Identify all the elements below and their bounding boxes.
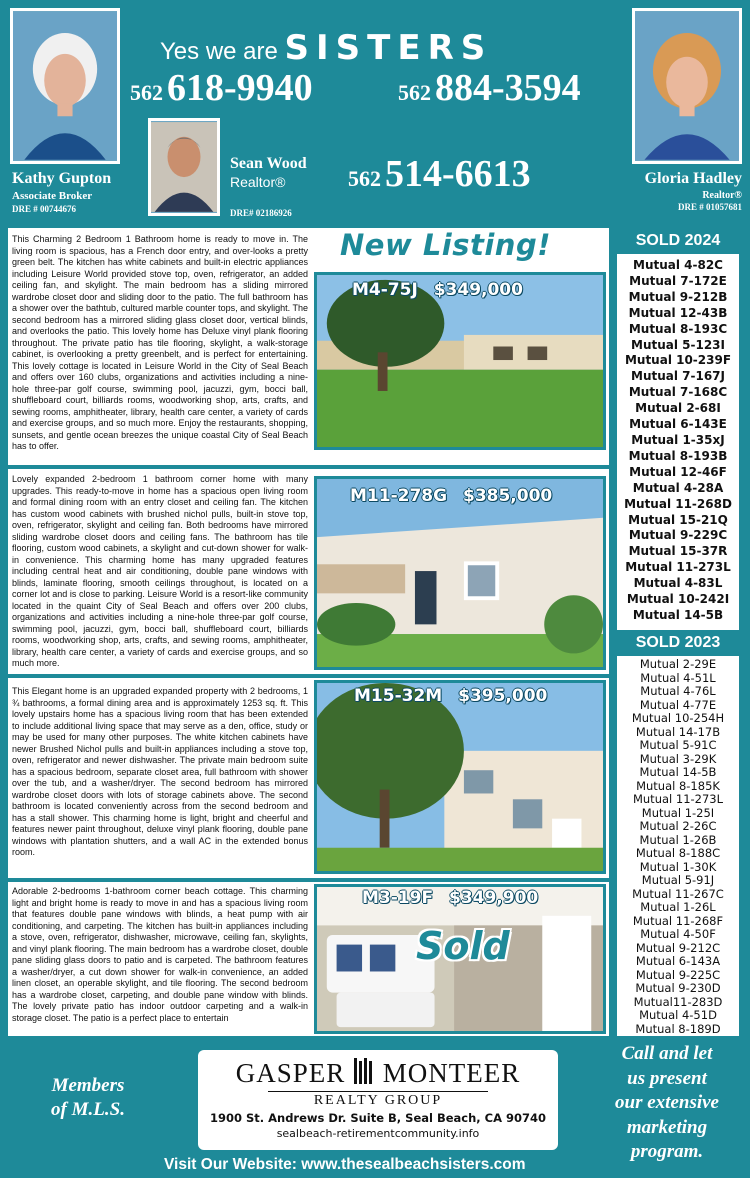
tagline-prefix: Yes we are bbox=[160, 38, 278, 65]
sold-item: Mutual11-283D bbox=[633, 994, 723, 1009]
tagline bbox=[160, 28, 492, 68]
sold-item: Mutual 7-168C bbox=[628, 385, 728, 400]
sold-2023-heading: SOLD 2023 bbox=[614, 630, 742, 656]
listing-divider bbox=[8, 878, 609, 882]
sold-item: Mutual 11-268F bbox=[632, 913, 724, 928]
sold-item: Mutual 4-51D bbox=[639, 1008, 717, 1022]
listing-divider bbox=[8, 674, 609, 678]
agent-title: Realtor® bbox=[702, 190, 742, 201]
listing-label: M4-75J $349,000 bbox=[352, 280, 523, 300]
sold-item: Mutual 7-167J bbox=[631, 369, 725, 384]
sold-2023-list bbox=[617, 658, 739, 1036]
agent-license: DRE # 01057681 bbox=[677, 202, 742, 212]
call-to-action-line: marketing bbox=[626, 1116, 708, 1138]
phone-digits: 884-3594 bbox=[435, 67, 581, 109]
agent-title: Realtor® bbox=[230, 174, 286, 190]
sold-item: Mutual 11-273L bbox=[625, 560, 731, 575]
sold-item: Mutual 5-91J bbox=[641, 873, 715, 887]
call-to-action-line: program. bbox=[630, 1141, 704, 1162]
sold-item: Mutual 15-37R bbox=[628, 544, 728, 559]
sold-item: Mutual 9-230D bbox=[635, 981, 721, 995]
phone-number bbox=[130, 66, 313, 110]
agent-name: Gloria Hadley bbox=[644, 170, 742, 187]
sold-item: Mutual 8-185K bbox=[636, 778, 720, 793]
sold-item: Mutual 12-43B bbox=[628, 305, 728, 320]
phone-digits: 514-6613 bbox=[385, 153, 531, 195]
sold-item: Mutual 2-68I bbox=[635, 401, 721, 416]
sold-item: Mutual 9-212C bbox=[635, 940, 721, 955]
sold-item: Mutual 14-5B bbox=[639, 765, 717, 779]
sold-stamp: Sold bbox=[416, 924, 510, 968]
info-website: sealbeach-retirementcommunity.info bbox=[276, 1127, 480, 1140]
phone-number bbox=[348, 152, 531, 196]
call-to-action bbox=[592, 1042, 742, 1165]
listing-label: M15-32M $395,000 bbox=[354, 686, 548, 706]
gloria-hadley-photo bbox=[632, 8, 742, 164]
listing-description: Lovely expanded 2-bedroom 1 bathroom corner home with many upgrades. This ready-to-move in home has a spacious open living room and formal dining room with an entry closet and ceiling fan. The kitchen has custom wood cabinets with brushed nichol pulls, built-in stove top, oven, refrigerator, skylight and ceiling fan. Both bedrooms have mirrored sliding wardrobe closet doors and ceiling fans. The bathroom has tile flooring, custom wood cabinets, a skylight and cut-down shower for walk-in convenience. This charming home has many upgraded features including central heat and air conditioning, double pane windows with blinds, laminate flooring, smooth ceilings throughout, is located on a corner lot and is close to parking. Leisure World is a resort-like community located in the quaint City of Seal Beach and offers over 200 clubs, organizations and activities including a nine-hole three-par golf course, swimming pool, jacuzzi, gym, bocci ball, shuffleboard court, billiards rooms, woodworking shop, arts, crafts, and sewing rooms, amphitheater, library, health care center, a variety of cards and exercise groups, and so much more. bbox=[12, 474, 308, 668]
sold-item: Mutual 9-229C bbox=[628, 528, 728, 543]
sold-item: Mutual 1-30K bbox=[639, 859, 717, 874]
logo-subtitle: REALTY GROUP bbox=[268, 1091, 488, 1109]
office-address: 1900 St. Andrews Dr. Suite B, Seal Beach, CA 90740 bbox=[209, 1111, 547, 1125]
listing-divider bbox=[8, 465, 609, 469]
listing-photo bbox=[314, 680, 606, 874]
listing-description: This Charming 2 Bedroom 1 Bathroom home is ready to move in. The living room is spacious, has a French door entry, and over-looks a pretty green belt. The kitchen has white cabinets and built-in electric appliances including Leisure World provided stove top, oven, refrigerator, an added ceiling fan, and skylight. The main bedroom has a sliding mirrored wardrobe closet door and sliding door to the patio. The full bathroom has a shower over the bathtub, cultured marble counter tops, and skylight. The second bedroom has a mirrored sliding glass closet door, vertical blinds, and overlooks the patio. This lovely home has Deluxe vinyl plank flooring throughout. The private patio has tile flooring, skylight, a walk-storage cabinet, is overlooking a pretty greenbelt, and is perfect for entertaining. This lovely cottage is located in Leisure World in the City of Seal Beach and offers over 160 clubs, organizations and activities including a nine-hole three-par golf course, swimming pool, jacuzzi, gym, bocci ball, shuffleboard court, billiards rooms, woodworking shop, arts, crafts, and sewing rooms, amphitheater, library, health care center, a variety of cards and exercise groups, and so much more. Enjoy the restaurants, shopping, sunsets, and gentle ocean breezes the unique coastal City of Seal Beach has to offer. bbox=[12, 234, 308, 451]
phone-digits: 618-9940 bbox=[167, 67, 313, 109]
call-to-action-line: Call and let bbox=[621, 1043, 713, 1064]
sold-item: Mutual 4-77E bbox=[639, 697, 717, 712]
sold-2024-list bbox=[617, 258, 739, 624]
sold-item: Mutual 5-123I bbox=[631, 337, 725, 352]
mls-members bbox=[28, 1074, 148, 1122]
sold-item: Mutual 10-239F bbox=[624, 353, 732, 368]
sold-item: Mutual 5-91C bbox=[639, 738, 717, 752]
sold-item: Mutual 4-83L bbox=[633, 576, 723, 591]
phone-area-code: 562 bbox=[398, 80, 431, 105]
logo-left-word: GASPER bbox=[235, 1058, 346, 1088]
listing-description: This Elegant home is an upgraded expanded property with 2 bedrooms, 1 ¾ bathrooms, a formal dining area and is approximately 1253 sq. ft. This lovely upstairs home has a spacious living room that has been extended to include additional living space that may serve as a den, office, study or may be used for many other purposes. The white kitchen cabinets have newer Brushed Nichol pulls and built-in appliances including a stove top, oven, refrigerator and newer dishwasher. The private main bedroom suite has a spacious bedroom, separate closet area, full bathroom with shower over the tub, and a washer/dryer. The second bedroom has mirrored wardrobe closet doors with lots of storage cabinets above. The second bathroom is located conveniently across from the second bedroom and has a stall shower. This charming home is light, bright and cheerful and features newer paint throughout, deluxe vinyl plank flooring, double pane windows with plantation shutters, and a wall AC in the extended bonus room. bbox=[12, 686, 308, 857]
building-columns-icon bbox=[353, 1058, 375, 1084]
logo-wordmark bbox=[198, 1050, 558, 1089]
sold-item: Mutual 9-225C bbox=[635, 967, 721, 982]
agent-name: Kathy Gupton bbox=[12, 170, 112, 187]
sold-item: Mutual 11-267C bbox=[632, 886, 724, 901]
sean-wood-photo bbox=[148, 118, 220, 216]
sold-item: Mutual 7-172E bbox=[629, 273, 727, 288]
sold-item: Mutual 14-5B bbox=[632, 607, 724, 622]
sold-item: Mutual 1-25I bbox=[641, 805, 715, 820]
sold-item: Mutual 9-212B bbox=[628, 289, 728, 304]
sold-item: Mutual 4-82C bbox=[633, 258, 723, 272]
sold-item: Mutual 1-35xJ bbox=[631, 432, 725, 447]
kathy-gupton-photo bbox=[10, 8, 120, 164]
call-to-action-line: our extensive bbox=[615, 1092, 719, 1113]
sold-item: Mutual 14-17B bbox=[635, 724, 721, 739]
sold-item: Mutual 8-193B bbox=[628, 448, 728, 463]
sold-item: Mutual 2-26C bbox=[639, 819, 717, 833]
sold-item: Mutual 10-242I bbox=[626, 592, 730, 607]
new-listing-heading: New Listing! bbox=[340, 228, 551, 262]
sold-item: Mutual 4-51L bbox=[640, 670, 716, 685]
members-line: Members bbox=[51, 1075, 125, 1096]
logo-right-word: MONTEER bbox=[382, 1058, 521, 1088]
sold-item: Mutual 1-26L bbox=[640, 900, 716, 914]
sold-item: Mutual 4-50F bbox=[640, 927, 716, 941]
listing-label: M3-19F $349,900 bbox=[362, 888, 539, 908]
sold-item: Mutual 2-29E bbox=[639, 657, 717, 671]
sold-item: Mutual 10-254H bbox=[631, 711, 725, 725]
phone-number bbox=[398, 66, 581, 110]
agent-license: DRE# 02186926 bbox=[230, 208, 292, 218]
sold-item: Mutual 6-143E bbox=[629, 417, 727, 432]
website-link[interactable]: Visit Our Website: www.thesealbeachsisters.com bbox=[164, 1156, 526, 1173]
sold-item: Mutual 6-143A bbox=[635, 954, 721, 968]
phone-area-code: 562 bbox=[348, 166, 381, 191]
sold-item: Mutual 8-188C bbox=[635, 846, 721, 860]
listing-description: Adorable 2-bedrooms 1-bathroom corner beach cottage. This charming light and bright home is ready to move in and has a spacious living room that features double pane windows with blinds, a heat pump with air conditioning, and carpeting. The kitchen has built-in appliances including a stove, oven, refrigerator, dishwasher, microwave, ceiling fan, skylights, and vinyl plank flooring. The main bedroom has a wardrobe closet, double pane sliding glass doors to patio and is carpeted. The bathroom features a washer/dryer, a cut down shower for walk-in convenience, an added linen closet, an operable skylight, and tile flooring. The second bedroom has a wardrobe closet, carpeting, and double pane window with blinds. The lovely private patio has indoor outdoor carpeting and a walk-in storage closet. The patio is a perfect place to entertain bbox=[12, 886, 308, 1023]
sold-item: Mutual 4-76L bbox=[640, 684, 716, 698]
sold-2024-heading: SOLD 2024 bbox=[614, 228, 742, 254]
sold-item: Mutual 3-29K bbox=[639, 751, 717, 766]
agent-license: DRE # 00744676 bbox=[12, 204, 77, 214]
phone-area-code: 562 bbox=[130, 80, 163, 105]
sold-item: Mutual 15-21Q bbox=[628, 512, 728, 527]
agent-name: Sean Wood bbox=[230, 155, 307, 172]
sold-item: Mutual 8-189D bbox=[635, 1021, 721, 1036]
sold-item: Mutual 1-26B bbox=[639, 832, 717, 847]
members-line: of M.L.S. bbox=[51, 1099, 125, 1120]
sold-item: Mutual 12-46F bbox=[629, 464, 727, 479]
sold-item: Mutual 8-193C bbox=[628, 321, 728, 336]
realty-logo bbox=[198, 1050, 558, 1150]
call-to-action-line: us present bbox=[627, 1067, 707, 1089]
listing-label: M11-278G $385,000 bbox=[350, 486, 553, 506]
sold-item: Mutual 11-268D bbox=[624, 496, 732, 511]
sold-item: Mutual 11-273L bbox=[632, 792, 724, 806]
tagline-brand: SISTERS bbox=[284, 28, 493, 68]
agent-title: Associate Broker bbox=[12, 190, 93, 202]
sold-item: Mutual 4-28A bbox=[632, 480, 724, 495]
